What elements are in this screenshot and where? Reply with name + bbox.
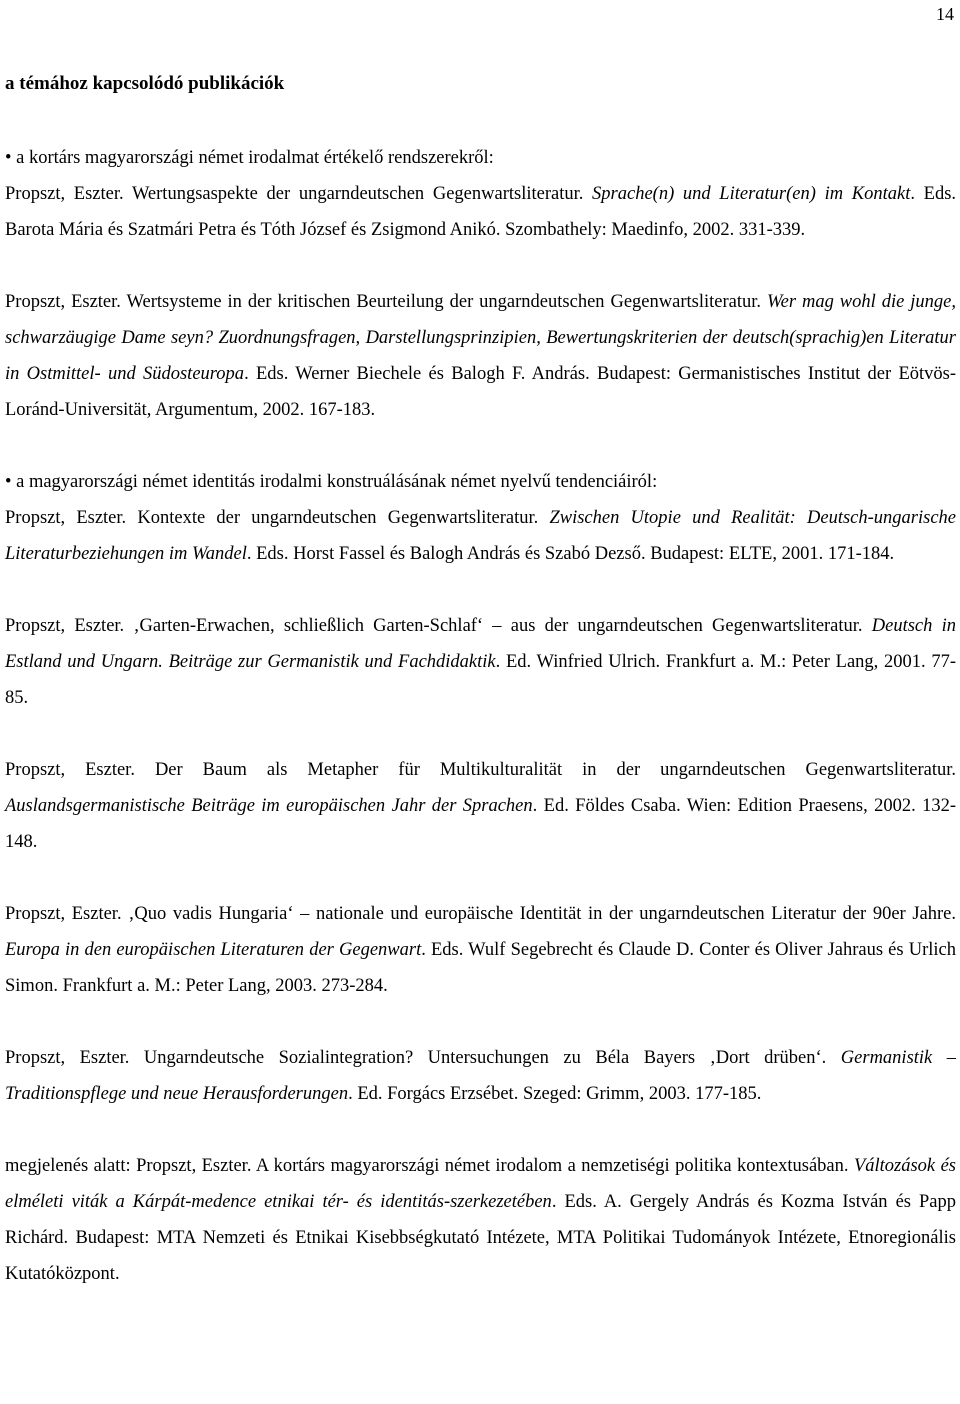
publication-entry: Propszt, Eszter. ‚Quo vadis Hungaria‘ – nationale und europäische Identität in der ungarndeutschen Literatur der 90er Jahre. Europa in den europäischen Literaturen der Gegenwart. Eds. Wulf Segebrecht és Claude D. Conter és Oliver Jahraus és Urlich Simon. Frankfurt a. M.: Peter Lang, 2003. 273-284. — [5, 904, 956, 996]
page-number: 14 — [936, 4, 954, 24]
publication-entry: Propszt, Eszter. ‚Garten-Erwachen, schließlich Garten-Schlaf‘ – aus der ungarndeutschen Gegenwartsliteratur. Deutsch in Estland und Ungarn. Beiträge zur Germanistik und Fachdidaktik. Ed. Winfried Ulrich. Frankfurt a. M.: Peter Lang, 2001. 77-85. — [5, 616, 956, 708]
publication-entry: Propszt, Eszter. Wertungsaspekte der ungarndeutschen Gegenwartsliteratur. Sprache(n) und Literatur(en) im Kontakt. Eds. Barota Mária és Szatmári Petra és Tóth József és Zsigmond Anikó. Szombathely: Maedinfo, 2002. 331-339. — [5, 184, 957, 240]
publication-entry: megjelenés alatt: Propszt, Eszter. A kortárs magyarországi német irodalom a nemzetiségi politika kontextusában. Változások és elméleti viták a Kárpát-medence etnikai tér- és identitás-szerkezetében. Eds. A. Gergely András és Kozma István és Papp Richárd. Budapest: MTA Nemzeti és Etnikai Kisebbségkutató Intézete, MTA Politikai Tudományok Intézete, Etnoregionális Kutatóközpont. — [5, 1156, 956, 1284]
publication-list — [5, 140, 956, 1292]
publication-entry: Propszt, Eszter. Wertsysteme in der kritischen Beurteilung der ungarndeutschen Gegenwartsliteratur. Wer mag wohl die junge, schwarzäugige Dame seyn? Zuordnungsfragen, Darstellungsprinzipien, Bewertungskriterien der deutsch(sprachig)en Literatur in Ostmittel- und Südosteuropa. Eds. Werner Biechele és Balogh F. András. Budapest: Germanistisches Institut der Eötvös-Loránd-Universität, Argumentum, 2002. 167-183. — [5, 292, 957, 420]
bullet-topic-identity-construction: • a magyarországi német identitás irodalmi konstruálásának német nyelvű tendenciáiról: — [5, 472, 658, 492]
publication-entry: Propszt, Eszter. Kontexte der ungarndeutschen Gegenwartsliteratur. Zwischen Utopie und Realität: Deutsch-ungarische Literaturbeziehungen im Wandel. Eds. Horst Fassel és Balogh András és Szabó Dezső. Budapest: ELTE, 2001. 171-184. — [5, 508, 956, 564]
publication-entry: Propszt, Eszter. Ungarndeutsche Sozialintegration? Untersuchungen zu Béla Bayers ‚Dort drüben‘. Germanistik – Traditionspflege und neue Herausforderungen. Ed. Forgács Erzsébet. Szeged: Grimm, 2003. 177-185. — [5, 1048, 956, 1104]
bullet-topic-evaluation-systems: • a kortárs magyarországi német irodalmat értékelő rendszerekről: — [5, 148, 494, 168]
section-heading: a témához kapcsolódó publikációk — [5, 73, 285, 94]
publication-entry: Propszt, Eszter. Der Baum als Metapher für Multikulturalität in der ungarndeutschen Gegenwartsliteratur. Auslandsgermanistische Beiträge im europäischen Jahr der Sprachen. Ed. Földes Csaba. Wien: Edition Praesens, 2002. 132-148. — [5, 760, 957, 852]
